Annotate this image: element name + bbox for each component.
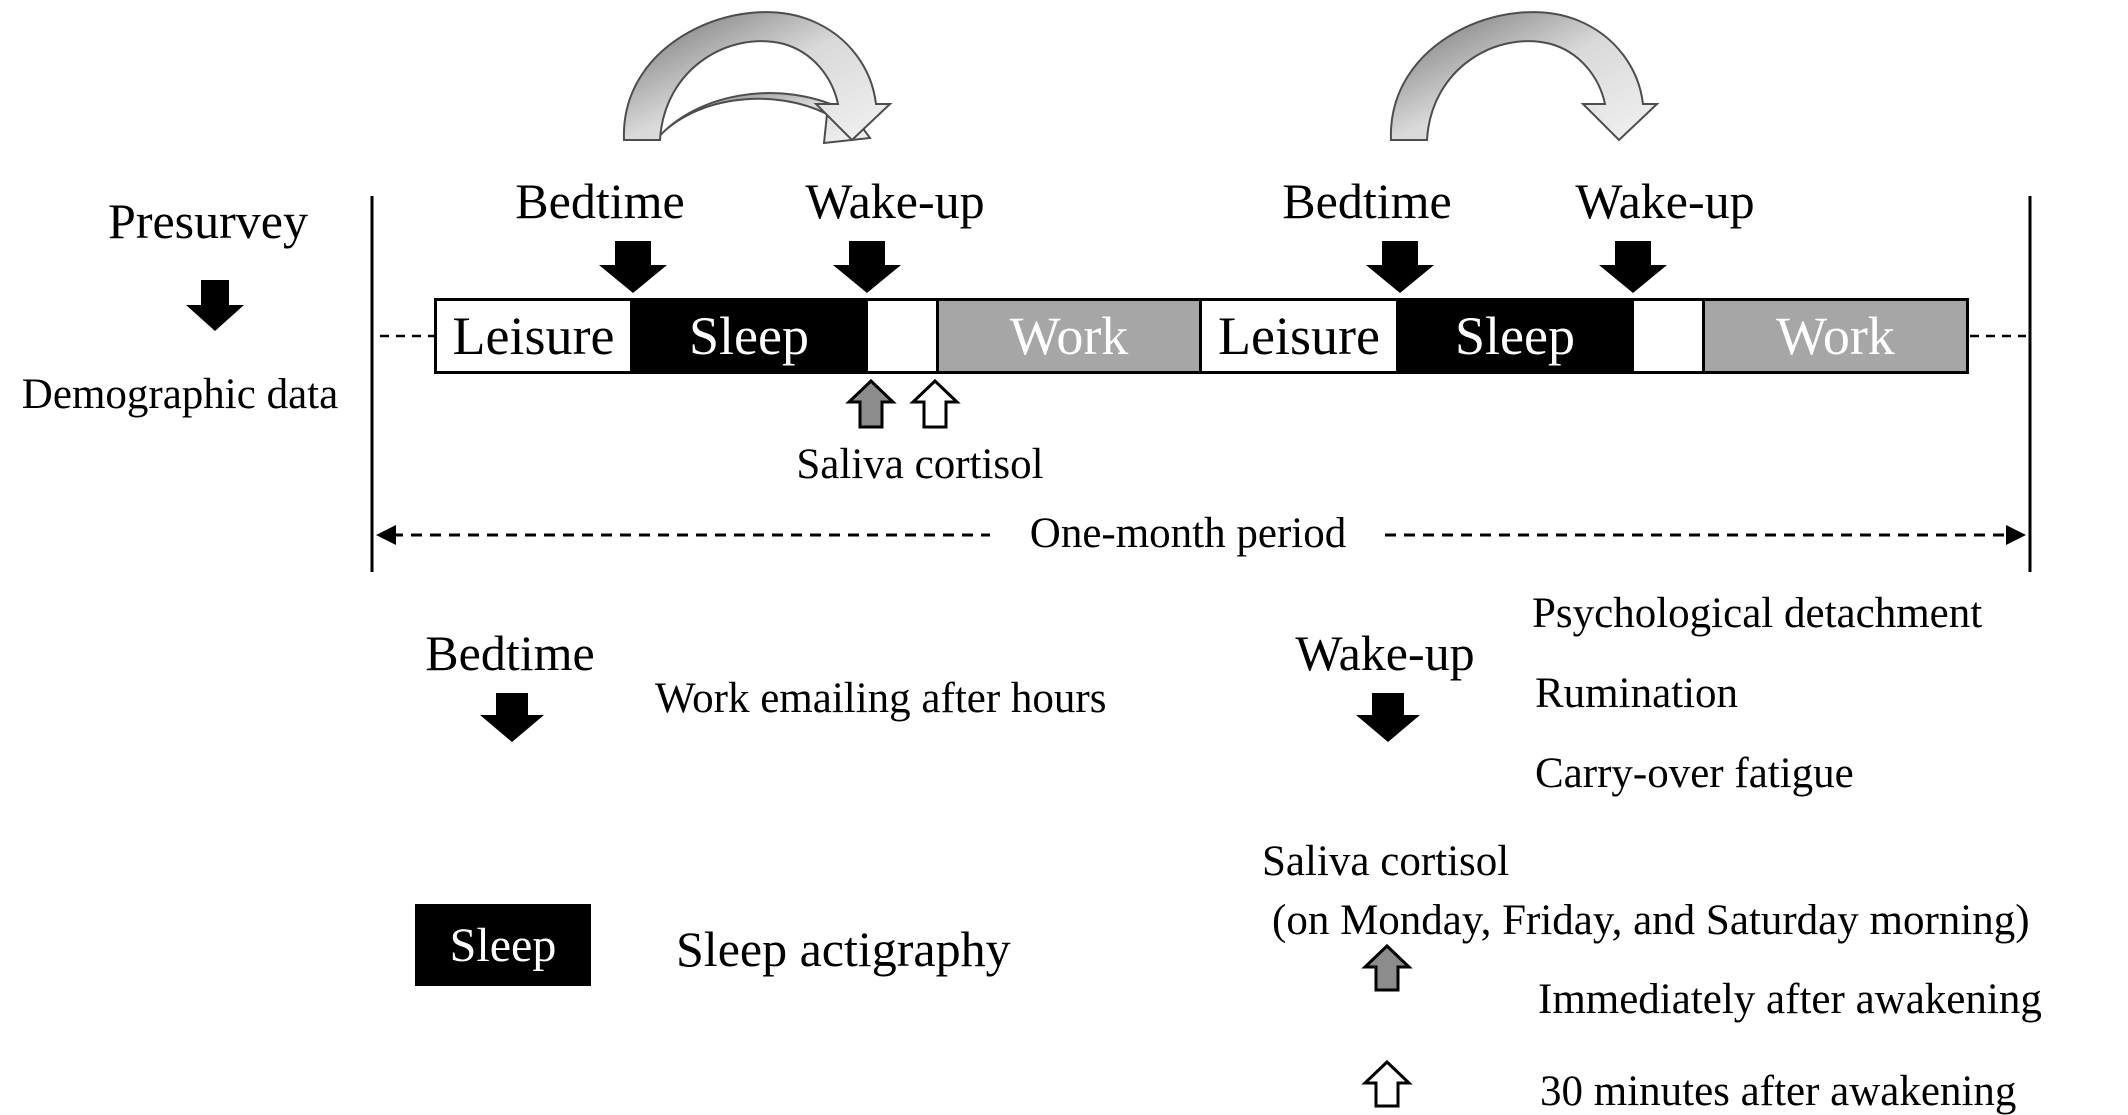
timeline-segment-work-2: Work [1702,298,1969,374]
wakeup-label-1: Wake-up [805,173,985,229]
down-arrow-icon-legend-wakeup [1356,693,1420,742]
legend-psychological-detachment: Psychological detachment [1532,590,1983,637]
curved-arrow-icon-2 [1391,12,1657,140]
up-arrow-icon-white-legend [1365,1062,1409,1106]
bedtime-label-1: Bedtime [515,173,685,229]
legend-saliva-schedule: (on Monday, Friday, and Saturday morning) [1272,897,2030,944]
presurvey-title: Presurvey [108,193,308,249]
saliva-cortisol-timeline-label: Saliva cortisol [796,441,1044,488]
legend-rumination: Rumination [1535,670,1739,717]
legend-bedtime-title: Bedtime [425,625,595,681]
one-month-period-label: One-month period [1022,512,1354,555]
legend-work-emailing: Work emailing after hours [655,675,1107,722]
legend-saliva-cortisol-title: Saliva cortisol [1262,838,1510,885]
legend-wakeup-title: Wake-up [1295,625,1475,681]
down-arrow-icon-legend-bedtime [480,693,544,742]
presurvey-demographic-data: Demographic data [21,371,339,418]
up-arrow-icon-white-timeline [913,381,957,427]
curved-arrow-icon-1 [624,12,890,143]
legend-sleep-actigraphy: Sleep actigraphy [676,921,1011,977]
bedtime-label-2: Bedtime [1282,173,1452,229]
timeline-segment-leisure-1: Leisure [434,298,633,374]
up-arrow-icon-gray-legend [1365,946,1409,990]
down-arrow-icon-presurvey [186,280,244,331]
timeline-segment-sleep-1: Sleep [630,298,868,374]
timeline-segment-sleep-2: Sleep [1396,298,1634,374]
timeline-segment-work-1: Work [936,298,1202,374]
timeline-segment-blank-2 [1631,298,1705,374]
timeline-segment-blank-1 [865,298,939,374]
legend-immediately-after-awakening: Immediately after awakening [1538,976,2042,1023]
wakeup-label-2: Wake-up [1575,173,1755,229]
legend-sleep-box: Sleep [415,904,591,986]
period-arrowhead-right [2006,525,2026,545]
down-arrow-icon-bedtime-1 [599,241,667,293]
down-arrow-icon-bedtime-2 [1366,241,1434,293]
timeline-segment-leisure-2: Leisure [1199,298,1399,374]
up-arrow-icon-gray-timeline [849,381,893,427]
legend-carry-over-fatigue: Carry-over fatigue [1535,750,1854,797]
down-arrow-icon-wakeup-2 [1599,241,1667,293]
legend-30-minutes-after-awakening: 30 minutes after awakening [1540,1068,2017,1115]
period-arrowhead-left [376,525,396,545]
down-arrow-icon-wakeup-1 [833,241,901,293]
